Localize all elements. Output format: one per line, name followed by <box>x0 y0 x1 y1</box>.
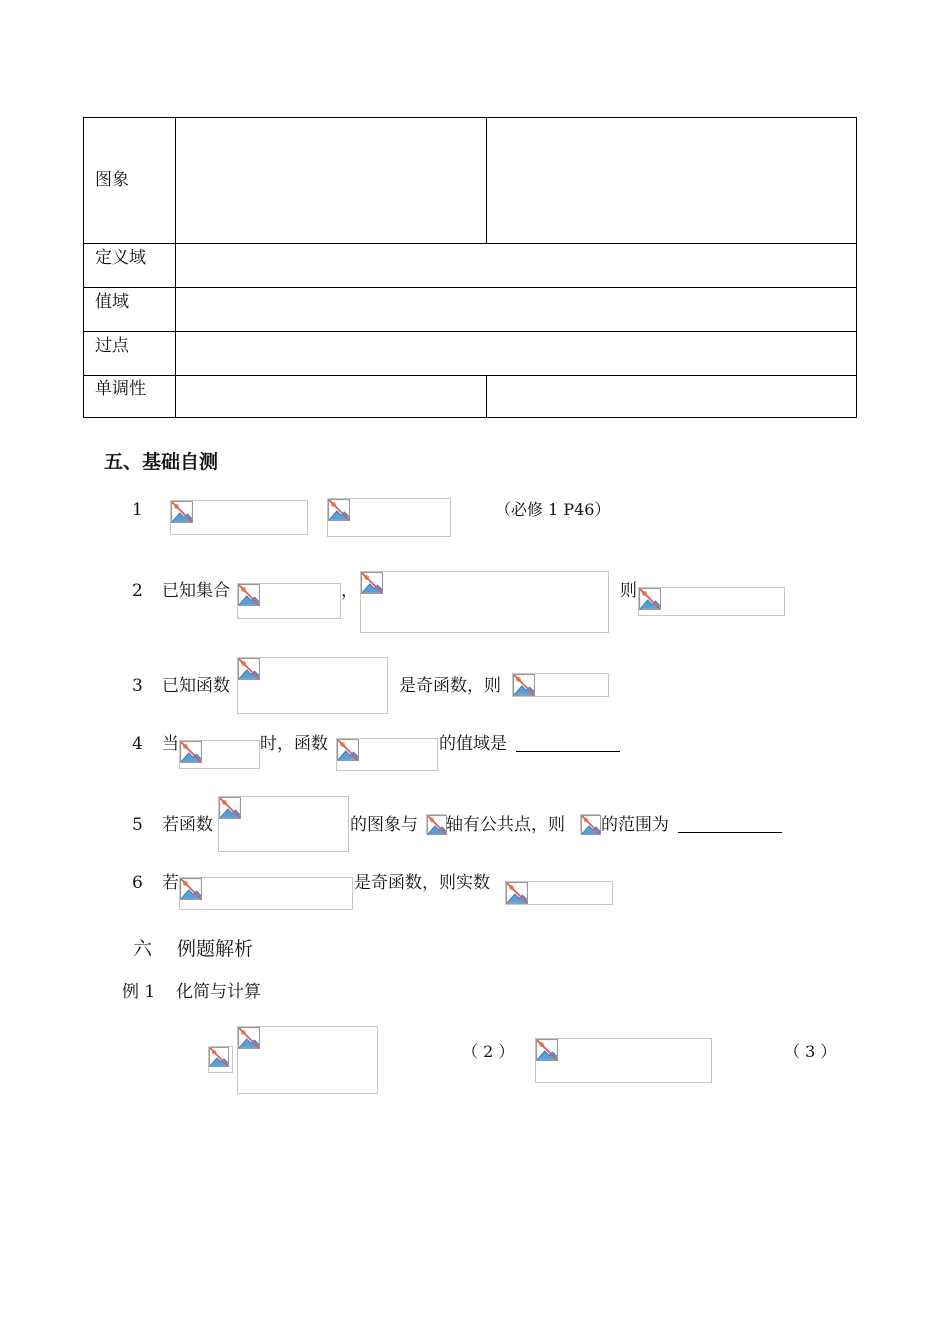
broken-image-icon <box>238 658 260 680</box>
example-label: 例 1 <box>122 982 156 1002</box>
property-table <box>83 117 857 418</box>
question-text: 的范围为 <box>601 815 669 835</box>
question-text: 若函数 <box>162 815 213 835</box>
formula-image <box>426 814 446 834</box>
question-text: 是奇函数，则实数 <box>354 873 490 893</box>
question-text: 已知函数 <box>162 676 230 696</box>
formula-image <box>336 738 438 771</box>
row-label-domain: 定义域 <box>95 248 146 268</box>
question-text: 的值域是 <box>439 734 507 754</box>
table-col-divider <box>486 118 487 243</box>
example-title: 化简与计算 <box>176 982 261 1002</box>
broken-image-icon <box>328 499 350 521</box>
formula-image <box>237 583 341 619</box>
table-row-divider <box>84 287 856 288</box>
table-row-divider <box>84 375 856 376</box>
table-col-divider <box>486 375 487 417</box>
formula-image <box>638 587 785 616</box>
table-row-divider <box>84 243 856 244</box>
broken-image-icon <box>536 1039 558 1061</box>
answer-blank[interactable] <box>516 751 620 752</box>
broken-image-icon <box>180 878 202 900</box>
broken-image-icon <box>337 739 359 761</box>
answer-blank[interactable] <box>678 832 782 833</box>
question-number: 6 <box>132 873 143 893</box>
question-number: 1 <box>132 500 143 520</box>
formula-image <box>218 796 349 852</box>
row-label-range: 值域 <box>95 292 129 312</box>
section-title: 例题解析 <box>177 938 254 960</box>
broken-image-icon <box>427 815 447 835</box>
formula-image <box>535 1038 712 1083</box>
row-label-fixed-point: 过点 <box>95 336 129 356</box>
question-text: ， <box>341 581 358 601</box>
question-text: 是奇函数，则 <box>399 676 501 696</box>
section-number: 六 <box>133 938 153 960</box>
broken-image-icon <box>219 797 241 819</box>
textbook-reference: （必修 1 P46） <box>495 500 611 519</box>
broken-image-icon <box>581 815 601 835</box>
question-text: 则 <box>620 581 637 601</box>
section-title: 五、基础自测 <box>104 451 219 473</box>
broken-image-icon <box>513 674 535 696</box>
table-col-divider <box>175 118 176 417</box>
row-label-monotonicity: 单调性 <box>95 379 146 399</box>
broken-image-icon <box>180 741 202 763</box>
broken-image-icon <box>209 1047 229 1067</box>
question-text: 的图象与 <box>350 815 418 835</box>
broken-image-icon <box>639 588 661 610</box>
broken-image-icon <box>238 1027 260 1049</box>
formula-image <box>179 877 353 910</box>
formula-image <box>237 657 388 714</box>
question-number: 5 <box>132 815 143 835</box>
question-text: 轴有公共点，则 <box>446 815 565 835</box>
formula-image <box>360 571 609 633</box>
question-number: 3 <box>132 676 143 696</box>
broken-image-icon <box>361 572 383 594</box>
formula-image <box>505 881 613 905</box>
broken-image-icon <box>238 584 260 606</box>
formula-image <box>179 740 260 769</box>
formula-image <box>512 673 609 697</box>
row-label-graph: 图象 <box>95 170 129 190</box>
question-number: 4 <box>132 734 143 754</box>
formula-image <box>327 498 451 537</box>
table-row-divider <box>84 331 856 332</box>
formula-image <box>170 500 308 535</box>
formula-image <box>237 1026 378 1094</box>
formula-image <box>580 814 600 834</box>
broken-image-icon <box>171 501 193 523</box>
broken-image-icon <box>506 882 528 904</box>
part-label: （ 2 ） <box>462 1042 515 1061</box>
question-text: 若 <box>162 873 179 893</box>
question-text: 时，函数 <box>260 734 328 754</box>
question-text: 已知集合 <box>162 581 230 601</box>
part-label: （ 3 ） <box>784 1042 837 1061</box>
question-text: 当 <box>162 734 179 754</box>
formula-image <box>208 1046 233 1073</box>
question-number: 2 <box>132 581 143 601</box>
